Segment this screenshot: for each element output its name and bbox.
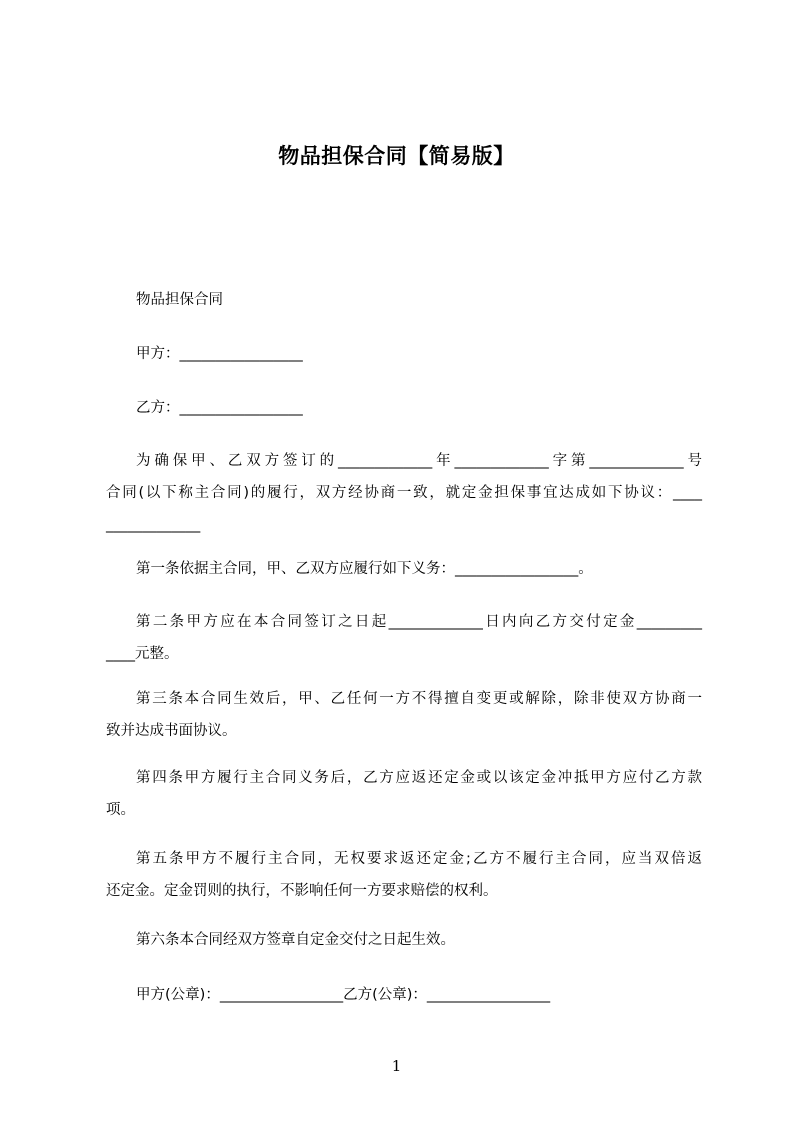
article-5-line-2: 还定金。定金罚则的执行，不影响任何一方要求赔偿的权利。 xyxy=(106,883,498,899)
page-number: 1 xyxy=(391,1057,402,1075)
party-b-line xyxy=(106,392,702,424)
article-4 xyxy=(106,762,702,826)
contract-heading xyxy=(106,284,702,316)
party-b-text: 乙方：_________________ xyxy=(136,400,303,416)
signature-line xyxy=(106,979,702,1011)
preamble-paragraph xyxy=(106,445,702,541)
article-3 xyxy=(106,683,702,747)
contract-heading-text: 物品担保合同 xyxy=(136,292,223,308)
preamble-line-2: 合同(以下称主合同)的履行，双方经协商一致，就定金担保事宜达成如下协议：____ xyxy=(106,485,702,501)
article-3-line-1: 第三条本合同生效后，甲、乙任何一方不得擅自变更或解除，除非使双方协商一 xyxy=(136,691,702,707)
preamble-line-3: _____________ xyxy=(106,517,201,533)
article-6 xyxy=(106,924,702,956)
preamble-line-1: 为确保甲、乙双方签订的_____________年_____________字第_____________号 xyxy=(136,453,702,469)
article-4-line-1: 第四条甲方履行主合同义务后，乙方应返还定金或以该定金冲抵甲方应付乙方款 xyxy=(136,770,702,786)
article-2-line-1: 第二条甲方应在本合同签订之日起_____________日内向乙方交付定金_________ xyxy=(136,614,702,630)
article-2-line-2: ____元整。 xyxy=(106,646,179,662)
article-6-text: 第六条本合同经双方签章自定金交付之日起生效。 xyxy=(136,932,455,948)
article-5 xyxy=(106,843,702,907)
party-a-text: 甲方：_________________ xyxy=(136,346,303,362)
article-1-text: 第一条依据主合同，甲、乙双方应履行如下义务：_________________。 xyxy=(136,561,593,577)
article-4-line-2: 项。 xyxy=(106,802,135,818)
article-1 xyxy=(106,553,702,585)
document-title: 物品担保合同【简易版】 xyxy=(278,144,515,168)
article-5-line-1: 第五条甲方不履行主合同，无权要求返还定金;乙方不履行主合同，应当双倍返 xyxy=(136,851,702,867)
article-2 xyxy=(106,606,702,670)
signature-text: 甲方(公章)：_________________乙方(公章)：_________________ xyxy=(136,987,551,1003)
article-3-line-2: 致并达成书面协议。 xyxy=(106,723,237,739)
party-a-line xyxy=(106,338,702,370)
